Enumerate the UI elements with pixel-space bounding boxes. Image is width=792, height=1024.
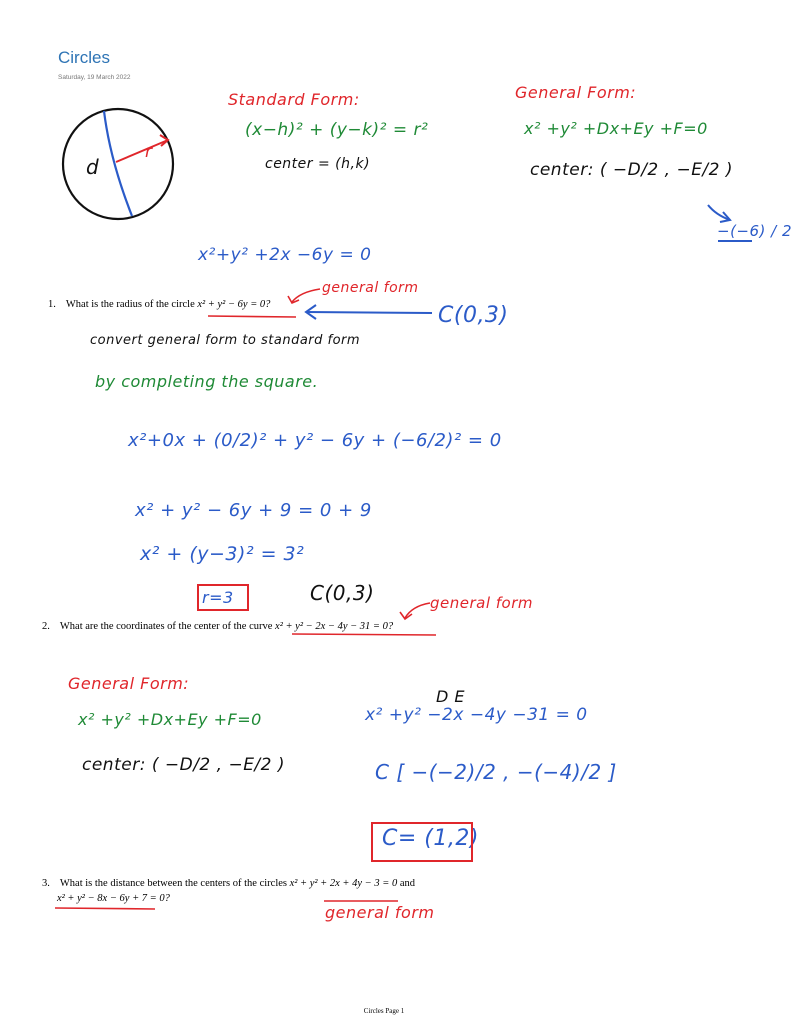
step-3: x² + (y−3)² = 3² (140, 543, 305, 565)
q2-general-form-tag: general form (430, 594, 534, 612)
question-joiner: and (399, 878, 416, 889)
diagram-r-label: r (145, 142, 153, 162)
question-math: x² + y² − 6y = 0? (197, 299, 271, 310)
q2-general-form-equation: x² +y² +Dx+Ey +F=0 (78, 710, 262, 729)
q2-d-e-labels: D E (436, 687, 466, 706)
q1-center-repeat: C(0,3) (310, 581, 375, 605)
side-note: −(−6) / 2 (717, 222, 792, 240)
q2-answer-box (372, 823, 472, 861)
q1-rewrite: x²+y² +2x −6y = 0 (198, 245, 372, 265)
question-math: x² + y² + 2x + 4y − 3 = 0 (289, 878, 398, 889)
question-number: 1. (48, 299, 56, 310)
question-text: What is the radius of the circle (65, 299, 195, 310)
question-text: What is the distance between the centers of the circles (59, 878, 287, 889)
q2-center-formula: center: ( −D/2 , −E/2 ) (82, 755, 286, 775)
side-arrow (708, 205, 730, 220)
general-form-center: center: ( −D/2 , −E/2 ) (530, 160, 734, 180)
general-form-label: General Form: (515, 83, 637, 102)
radius-line (116, 140, 168, 162)
radius-answer-box (198, 585, 248, 610)
q3-general-form-tag: general form (325, 903, 435, 922)
question-number: 3. (42, 878, 50, 889)
question-number: 2. (42, 621, 50, 632)
q1-tag-arrow (292, 289, 320, 302)
question-text: What are the coordinates of the center of the curve (59, 621, 273, 632)
diameter-line (104, 111, 132, 216)
q2-center-answer: C= (1,2) (382, 826, 479, 851)
q1-underline (208, 316, 296, 317)
completing-square-note: by completing the square. (95, 372, 319, 391)
diagram-d-label: d (86, 155, 100, 179)
step-1: x²+0x + (0/2)² + y² − 6y + (−6/2)² = 0 (128, 430, 502, 451)
standard-form-center: center = (h,k) (265, 156, 371, 172)
q2-equation: x² +y² −2x −4y −31 = 0 (365, 705, 588, 725)
convert-note: convert general form to standard form (90, 333, 361, 348)
radius-answer: r=3 (202, 588, 234, 607)
step-2: x² + y² − 6y + 9 = 0 + 9 (135, 500, 372, 521)
page-date: Saturday, 19 March 2022 (58, 74, 131, 81)
q1-center: C(0,3) (438, 303, 509, 328)
page-title: Circles (58, 48, 110, 67)
page-footer: Circles Page 1 (363, 1007, 405, 1015)
general-form-equation: x² +y² +Dx+Ey +F=0 (524, 119, 708, 138)
standard-form-equation: (x−h)² + (y−k)² = r² (245, 120, 429, 140)
question-math: x² + y² − 2x − 4y − 31 = 0? (275, 621, 394, 632)
question-math-2: x² + y² − 8x − 6y + 7 = 0? (57, 893, 170, 904)
q2-center-work: C [ −(−2)/2 , −(−4)/2 ] (375, 760, 617, 784)
q1-center-arrow (306, 312, 432, 313)
q3-underline (55, 908, 155, 909)
q1-general-form-tag: general form (322, 280, 419, 296)
standard-form-label: Standard Form: (228, 90, 360, 109)
circle-diagram (63, 109, 173, 219)
q2-general-form-label: General Form: (68, 674, 190, 693)
q2-underline (292, 634, 436, 635)
